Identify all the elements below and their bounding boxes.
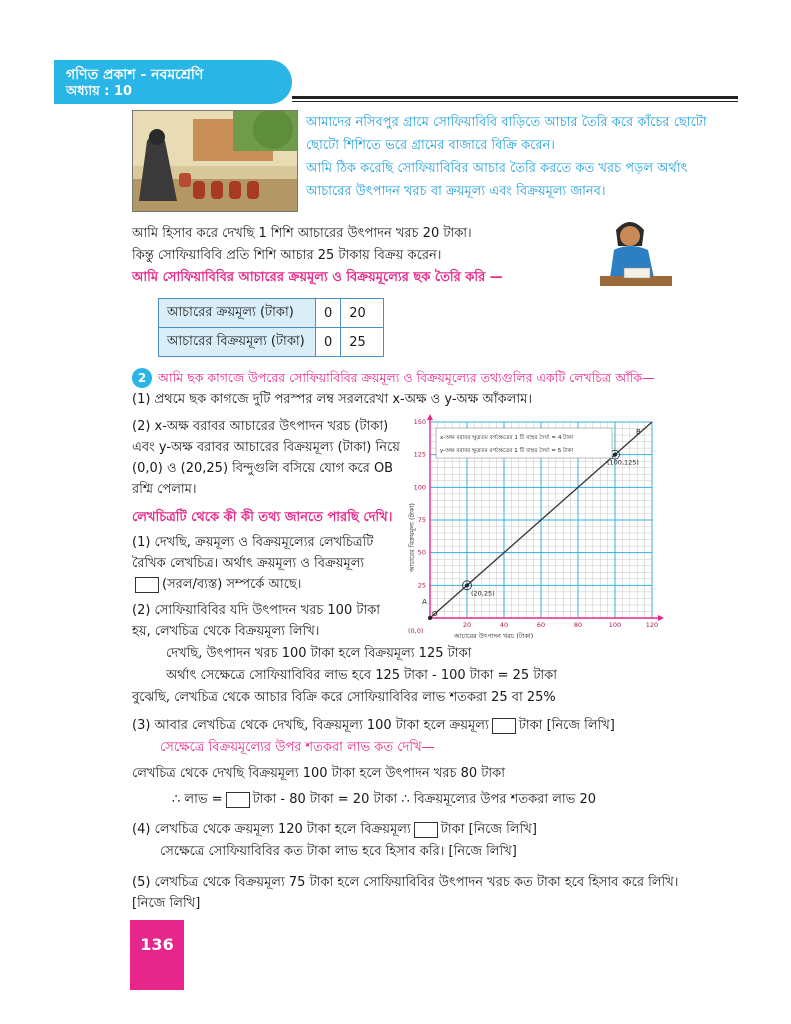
question-3: [132, 716, 615, 736]
paragraph-1: আমি হিসাব করে দেখছি 1 শিশি আচারের উৎপাদন খরচ 20 টাকা।: [132, 226, 472, 241]
question-3-calc-end: টাকা - 80 টাকা = 20 টাকা ∴ বিক্রয়মূল্যের উপর শতকরা লাভ 20: [252, 792, 597, 807]
question-4-followup: সেক্ষেত্রে সোফিয়াবিবির কত টাকা লাভ হবে হিসাব করি। [নিজে লিখি]: [160, 844, 517, 859]
chart-legend-entry: x-অক্ষ বরাবর ক্ষুদ্রতম বর্গক্ষেত্রের 1 টি বাহুর দৈর্ঘ্য = 4 টাকা: [440, 435, 574, 441]
chapter-label: অধ্যায় : 10: [66, 84, 133, 99]
chart-x-tick-label: 40: [499, 621, 509, 629]
chart-x-axis-title: আচারের উৎপাদন খরচ (টাকা): [454, 632, 534, 640]
intro-line-1: আমাদের নসিবপুর গ্রামে সোফিয়াবিবি বাড়িতে আচার তৈরি করে কাঁচের ছোটো ছোটো শিশিতে ভরে গ্রামের বাজারে বিক্রি করেন।: [306, 115, 707, 153]
step-2: (2) x-অক্ষ বরাবর আচারের উৎপাদন খরচ (টাকা) এবং y-অক্ষ বরাবর আচারের বিক্রয়মূল্য (টাকা) নিয়ে (0,0) ও (20,25) বিন্দুগুলি বসিয়ে যোগ করে OB রশ্মি পেলাম।: [132, 419, 400, 497]
chart-x-axis-arrow: [658, 615, 664, 621]
question-4: [132, 820, 537, 840]
table-heading: আমি সোফিয়াবিবির আচারের ক্রয়মূল্য ও বিক্রয়মূল্যের ছক তৈরি করি —: [132, 270, 503, 285]
cost-vs-price-chart: [404, 412, 674, 648]
price-table: [158, 298, 384, 357]
question-2-profit: অর্থাৎ সেক্ষেত্রে সোফিয়াবিবির লাভ হবে 125 টাকা - 100 টাকা = 25 টাকা: [166, 668, 558, 683]
chart-y-tick-label: 125: [413, 450, 426, 459]
chart-label-o: O: [432, 610, 438, 618]
question-2-conclusion: বুঝেছি, লেখচিত্র থেকে আচার বিক্রি করে সোফিয়াবিবির লাভ শতকরা 25 বা 25%: [132, 690, 556, 705]
chart-point-label: (100,125): [607, 458, 639, 467]
chart-label-b: B: [636, 428, 641, 436]
question-1-end: (সরল/ব্যস্ত) সম্পর্কে আছে।: [162, 577, 302, 592]
chart-legend-entry: y-অক্ষ বরাবর ক্ষুদ্রতম বর্গক্ষেত্রের 1 টি বাহুর দৈর্ঘ্য = 5 টাকা: [440, 448, 574, 454]
question-4-end: টাকা [নিজে লিখি]: [440, 822, 537, 837]
chart-point: [613, 453, 617, 457]
book-title: গণিত প্রকাশ - নবমশ্রেণি: [66, 67, 204, 83]
chart-y-tick-label: 25: [417, 581, 426, 590]
header-rule: [292, 96, 738, 99]
chart-x-tick-label: 80: [573, 621, 583, 629]
chart-label-a: A: [422, 598, 427, 606]
answer-box[interactable]: [414, 822, 438, 838]
chart-x-tick-label: 60: [536, 621, 546, 629]
question-3-graph-read: লেখচিত্র থেকে দেখছি বিক্রয়মূল্য 100 টাকা হলে উৎপাদন খরচ 80 টাকা: [132, 766, 506, 781]
question-2-answer: দেখছি, উৎপাদন খরচ 100 টাকা হলে বিক্রয়মূল্য 125 টাকা: [166, 646, 472, 661]
chart-y-tick-label: 100: [413, 483, 426, 492]
header-rule-thin: [292, 101, 738, 102]
paragraph-2: কিন্তু সোফিয়াবিবি প্রতি শিশি আচার 25 টাকায় বিক্রয় করেন।: [132, 248, 442, 263]
question-1-text: (1) দেখছি, ক্রয়মূল্য ও বিক্রয়মূল্যের লেখচিত্রটি রৈখিক লেখচিত্র। অর্থাৎ ক্রয়মূল্য ও বিক্রয়মূল্য: [132, 535, 374, 571]
question-1: [132, 532, 392, 595]
page-number-bar: [130, 920, 184, 990]
intro-text: [306, 111, 716, 203]
intro-line-2: আমি ঠিক করেছি সোফিয়াবিবির আচার তৈরি করতে কত খরচ পড়ল অর্থাৎ আচারের উৎপাদন খরচ বা ক্রয়মূল্য এবং বিক্রয়মূল্য জানব।: [306, 161, 688, 199]
chart-point: [465, 583, 469, 587]
section-number-badge: 2: [132, 368, 152, 388]
question-3-subheading: সেক্ষেত্রে বিক্রয়মূল্যের উপর শতকরা লাভ কত দেখি—: [160, 740, 435, 755]
answer-box[interactable]: [492, 718, 516, 734]
chart-y-tick-label: 50: [417, 548, 426, 557]
table-cell: 0: [316, 328, 341, 357]
chart-y-tick-label: 150: [413, 418, 426, 426]
student-writing-illustration: [596, 216, 676, 296]
chart-y-axis-arrow: [427, 414, 433, 420]
question-2: (2) সোফিয়াবিবির যদি উৎপাদন খরচ 100 টাকা হয়, লেখচিত্র থেকে বিক্রয়মূল্য লিখি।: [132, 603, 381, 639]
chart-x-tick-label: 100: [608, 621, 622, 629]
question-4-text: (4) লেখচিত্র থেকে ক্রয়মূল্য 120 টাকা হলে বিক্রয়মূল্য: [132, 822, 411, 837]
table-row: [159, 328, 384, 357]
question-3-calc-start: ∴ লাভ =: [172, 792, 223, 807]
chart-y-tick-label: 75: [417, 516, 426, 524]
table-row: [159, 299, 384, 328]
answer-box[interactable]: [135, 577, 159, 593]
table-cell-label: আচারের বিক্রয়মূল্য (টাকা): [159, 328, 316, 357]
chart-x-tick-label: 120: [645, 621, 659, 629]
pickle-seller-illustration: [132, 110, 298, 212]
table-cell-label: আচারের ক্রয়মূল্য (টাকা): [159, 299, 316, 328]
chart-origin-label: (0,0): [408, 627, 424, 635]
question-3-calculation: [172, 790, 596, 810]
graph-heading: লেখচিত্রটি থেকে কী কী তথ্য জানতে পারছি দেখি।: [132, 510, 393, 525]
table-cell: 0: [316, 299, 341, 328]
question-3-end: টাকা [নিজে লিখি]: [518, 718, 615, 733]
chart-y-axis-title: আচারের বিক্রয়মূল্য (টাকা): [408, 503, 416, 572]
answer-box[interactable]: [226, 792, 250, 808]
question-5: (5) লেখচিত্র থেকে বিক্রয়মূল্য 75 টাকা হলে সোফিয়াবিবির উৎপাদন খরচ কত টাকা হবে হিসাব করে লিখি। [নিজে লিখি]: [132, 875, 679, 911]
table-cell: 25: [341, 328, 384, 357]
chart-x-tick-label: 20: [462, 621, 472, 629]
step-1: (1) প্রথমে ছক কাগজে দুটি পরস্পর লম্ব সরলরেখা x-অক্ষ ও y-অক্ষ আঁকলাম।: [132, 392, 533, 407]
chart-point-label: (20,25): [471, 589, 495, 598]
page-number: 136: [140, 935, 174, 954]
table-cell: 20: [341, 299, 384, 328]
question-3-text: (3) আবার লেখচিত্র থেকে দেখছি, বিক্রয়মূল্য 100 টাকা হলে ক্রয়মূল্য: [132, 718, 489, 733]
section-heading: আমি ছক কাগজে উপরের সোফিয়াবিবির ক্রয়মূল্য ও বিক্রয়মূল্যের তথ্যগুলির একটি লেখচিত্র আঁকি—: [158, 370, 655, 385]
